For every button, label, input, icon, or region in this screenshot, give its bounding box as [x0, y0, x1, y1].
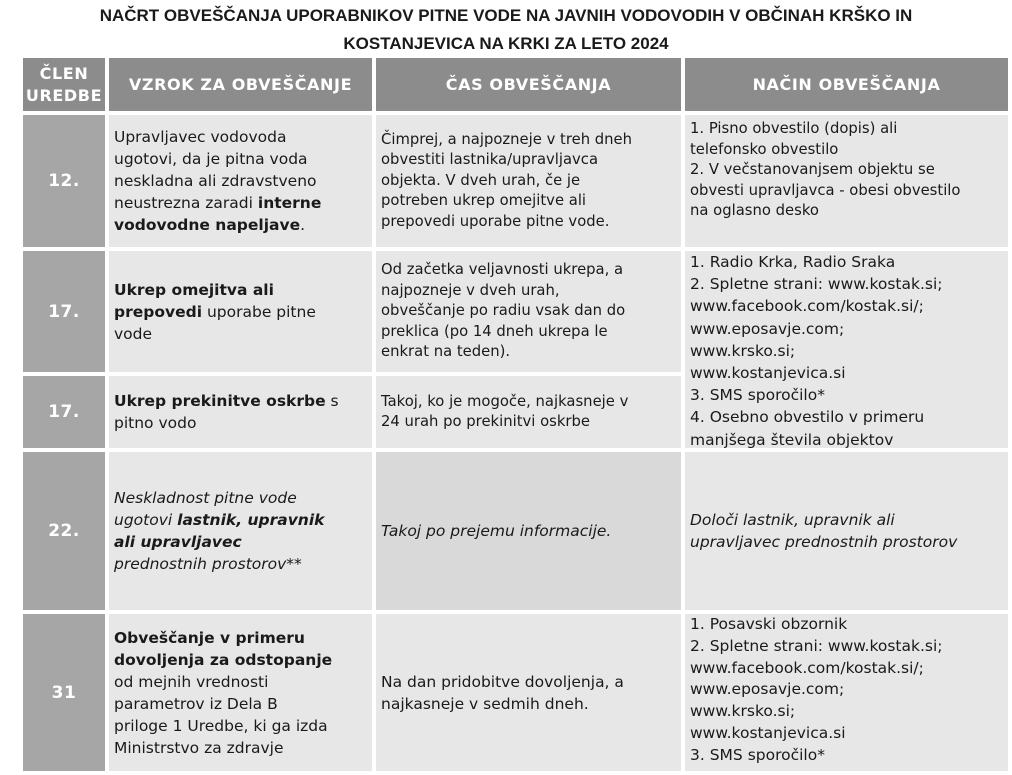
- header-clen-uredbe: [23, 58, 105, 111]
- row-5-cas-line: najkasneje v sedmih dneh.: [381, 694, 589, 713]
- row-2-cas-line: obveščanje po radiu vsak dan do: [381, 302, 626, 320]
- row-4-cas: [376, 452, 681, 610]
- row-5-cas: [376, 614, 681, 771]
- row-1-nacin: [685, 115, 1008, 247]
- row-5-nacin: [685, 614, 1008, 771]
- row-5-nacin-line: www.eposavje.com;: [690, 680, 845, 699]
- row-3-cas: [376, 376, 681, 448]
- text-run: neustrezna zaradi: [114, 194, 258, 212]
- row-1-nacin-line: obvesti upravljavca - obesi obvestilo: [690, 181, 961, 199]
- row-3-vzrok-line: pitno vodo: [114, 414, 197, 432]
- row-4-nacin-line: upravljavec prednostnih prostorov: [690, 533, 958, 551]
- row-4-nacin: [685, 452, 1008, 610]
- merged-nacin-line: 1. Radio Krka, Radio Sraka: [690, 253, 896, 271]
- row-5-vzrok-line: priloge 1 Uredbe, ki ga izda: [114, 716, 328, 735]
- row-3-cas-line: Takoj, ko je mogoče, najkasneje v: [381, 392, 629, 410]
- row-1-vzrok-line: [114, 214, 368, 236]
- row-4-vzrok-line: Neskladnost pitne vode: [114, 489, 297, 507]
- row-4-cas-line: Takoj po prejemu informacije.: [381, 522, 612, 540]
- row-3-vzrok-line: [114, 390, 368, 412]
- text-run: ugotovi: [114, 511, 178, 529]
- row-1-vzrok-line: ugotovi, da je pitna voda: [114, 150, 308, 168]
- row-1-vzrok-line: neskladna ali zdravstveno: [114, 172, 317, 190]
- rows-2-3-nacin: [685, 251, 1008, 448]
- row-1-nacin-line: 1. Pisno obvestilo (dopis) ali: [690, 120, 898, 137]
- text-run: uporabe pitne: [202, 302, 316, 321]
- document-title: [0, 2, 1012, 58]
- row-1-clen: 12.: [23, 115, 105, 247]
- row-2-vzrok-line: vode: [114, 324, 153, 343]
- merged-nacin-line: www.eposavje.com;: [690, 319, 845, 338]
- row-2-vzrok-line: [114, 301, 368, 323]
- row-1-vzrok-line: [114, 192, 368, 214]
- merged-nacin-line: 4. Osebno obvestilo v primeru: [690, 408, 925, 427]
- row-2-vzrok-line: Ukrep omejitva ali: [114, 280, 274, 299]
- row-4-vzrok-line: [114, 509, 368, 531]
- merged-nacin-line: www.facebook.com/kostak.si/;: [690, 297, 924, 316]
- merged-nacin-line: www.kostanjevica.si: [690, 364, 846, 383]
- header-clen: ČLEN: [39, 63, 89, 83]
- row-5-vzrok-line: Ministrstvo za zdravje: [114, 738, 284, 757]
- row-5-clen: 31: [23, 614, 105, 771]
- title-line-2: KOSTANJEVICA NA KRKI ZA LETO 2024: [343, 34, 669, 53]
- row-5-nacin-line: www.kostanjevica.si: [690, 723, 846, 742]
- row-1-cas-line: prepovedi uporabe pitne vode.: [381, 212, 610, 230]
- bold-text-run: vodovodne napeljave: [114, 216, 301, 234]
- row-5-vzrok: [109, 614, 372, 771]
- row-1-cas-line: potreben ukrep omejitve ali: [381, 192, 587, 210]
- row-5-nacin-line: 1. Posavski obzornik: [690, 615, 848, 633]
- row-5-vzrok-line: parametrov iz Dela B: [114, 694, 278, 713]
- merged-nacin-line: www.krsko.si;: [690, 341, 796, 360]
- row-3-vzrok: [109, 376, 372, 448]
- text-run: s: [325, 392, 339, 410]
- row-2-cas: [376, 251, 681, 372]
- bold-text-run: prepovedi: [114, 302, 203, 321]
- bold-text-run: Ukrep prekinitve oskrbe: [114, 392, 326, 410]
- header-uredbe: UREDBE: [25, 85, 103, 105]
- row-1-cas-line: obvestiti lastnika/upravljavca: [381, 151, 599, 169]
- row-2-clen: 17.: [23, 251, 105, 372]
- header-vzrok: VZROK ZA OBVEŠČANJE: [109, 58, 372, 111]
- row-1-nacin-line: telefonsko obvestilo: [690, 140, 839, 158]
- merged-nacin-line: 2. Spletne strani: www.kostak.si;: [690, 275, 943, 294]
- row-5-vzrok-line: dovoljenja za odstopanje: [114, 650, 333, 669]
- row-1-nacin-line: na oglasno desko: [690, 202, 819, 219]
- bold-text-run: interne: [257, 194, 322, 212]
- row-4-vzrok: [109, 452, 372, 610]
- row-2-vzrok: [109, 251, 372, 372]
- row-1-cas-line: Čimprej, a najpozneje v treh dneh: [381, 130, 633, 148]
- row-2-cas-line: preklica (po 14 dneh ukrepa le: [381, 322, 608, 340]
- row-5-vzrok-line: od mejnih vrednosti: [114, 672, 269, 691]
- row-4-nacin-line: Določi lastnik, upravnik ali: [690, 511, 895, 529]
- header-cas: ČAS OBVEŠČANJA: [376, 58, 681, 111]
- header-nacin: NAČIN OBVEŠČANJA: [685, 58, 1008, 111]
- row-1-cas-line: objekta. V dveh urah, če je: [381, 171, 581, 189]
- row-5-cas-line: Na dan pridobitve dovoljenja, a: [381, 672, 624, 691]
- row-1-vzrok-line: Upravljavec vodovoda: [114, 128, 287, 146]
- merged-nacin-line: 3. SMS sporočilo*: [690, 386, 825, 405]
- row-4-vzrok-line: prednostnih prostorov**: [114, 555, 302, 573]
- row-4-clen: 22.: [23, 452, 105, 610]
- row-5-nacin-line: www.krsko.si;: [690, 702, 796, 721]
- row-1-nacin-line: 2. V večstanovanjsem objektu se: [690, 161, 935, 178]
- row-5-nacin-line: www.facebook.com/kostak.si/;: [690, 658, 924, 677]
- row-5-nacin-line: 3. SMS sporočilo*: [690, 745, 825, 764]
- row-5-vzrok-line: Obveščanje v primeru: [114, 628, 305, 647]
- row-4-vzrok-line: ali upravljavec: [114, 533, 242, 551]
- bold-text-run: lastnik, upravnik: [177, 511, 325, 529]
- row-3-cas-line: 24 urah po prekinitvi oskrbe: [381, 413, 590, 430]
- row-3-clen: 17.: [23, 376, 105, 448]
- row-2-cas-line: Od začetka veljavnosti ukrepa, a: [381, 261, 624, 279]
- row-2-cas-line: enkrat na teden).: [381, 343, 511, 361]
- row-2-cas-line: najpozneje v dveh urah,: [381, 281, 560, 299]
- row-1-cas: [376, 115, 681, 247]
- text-run: .: [300, 216, 306, 234]
- title-line-1: NAČRT OBVEŠČANJA UPORABNIKOV PITNE VODE NA JAVNIH VODOVODIH V OBČINAH KRŠKO IN: [99, 6, 913, 25]
- merged-nacin-line: manjšega števila objektov: [690, 430, 894, 448]
- row-1-vzrok: [109, 115, 372, 247]
- row-5-nacin-line: 2. Spletne strani: www.kostak.si;: [690, 636, 943, 655]
